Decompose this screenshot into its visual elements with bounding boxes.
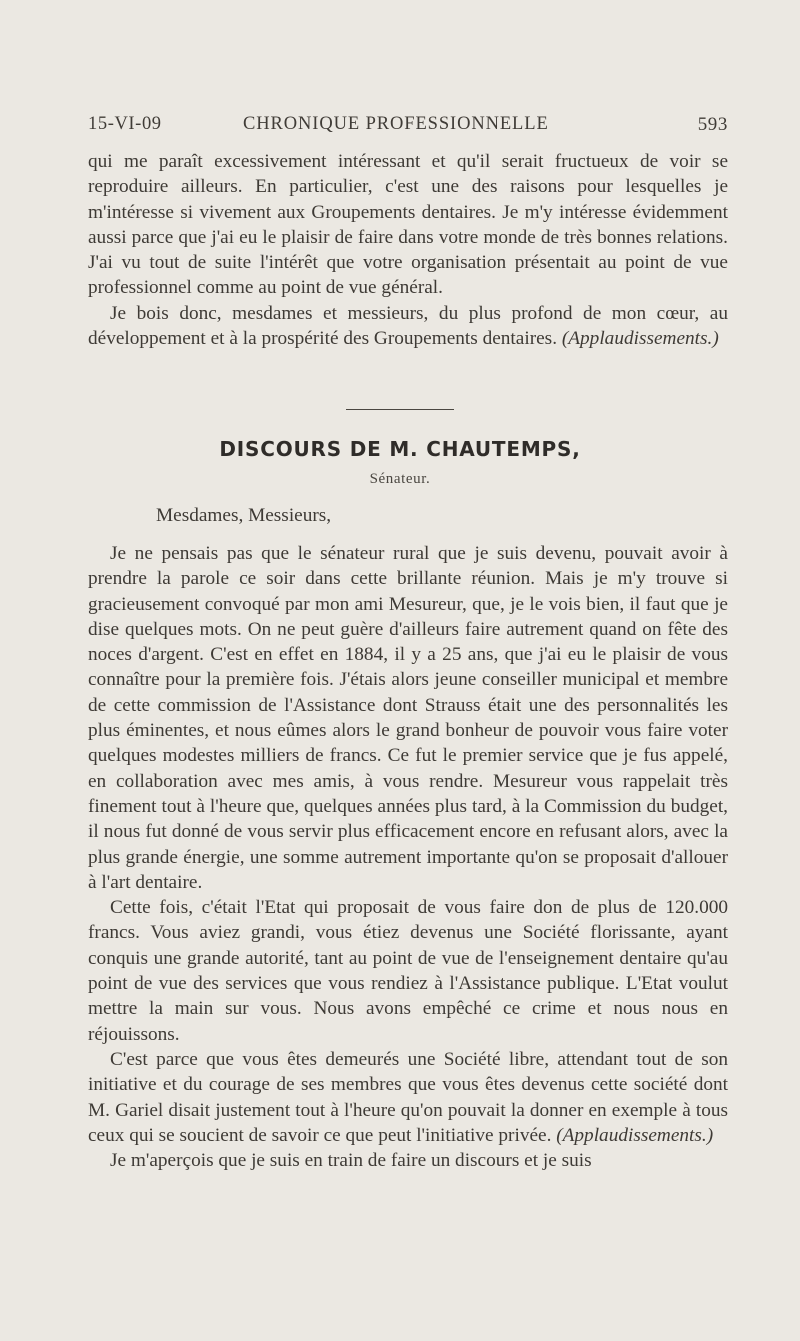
paragraph-text: C'est parce que vous êtes demeurés une Société libre, attendant tout de son initiative et du courage de ses membres que vous êtes devenus cette société dont M. Gariel disait justement tout à l'heure qu'on pouvait la donner en exemple à tous ceux qui se soucient de savoir ce que peut l'initiative privée. (88, 1048, 728, 1146)
salutation: Mesdames, Messieurs, (156, 505, 332, 526)
speech-heading: DISCOURS DE M. CHAUTEMPS, (219, 437, 581, 461)
paragraph-text: qui me paraît excessivement intéressant et qu'il serait fructueux de voir se reproduire ailleurs. En particulier, c'est une des raisons pour lesquelles je m'intéresse si vivement aux Groupements dentaires. Je m'y intéresse évidemment aussi parce que j'ai eu le plaisir de faire dans votre monde de très bonnes relations. J'ai vu tout de suite l'intérêt que votre organisation présentait au point de vue professionnel comme au point de vue général. (88, 151, 728, 299)
paragraph (88, 301, 728, 352)
paragraph (88, 895, 728, 1047)
speech-subheading: Sénateur. (369, 471, 431, 487)
applause-note: (Applaudissements.) (561, 328, 719, 350)
paragraph-text: Je ne pensais pas que le sénateur rural que je suis devenu, pouvait avoir à prendre la parole ce soir dans cette brillante réunion. Mais je m'y trouve si gracieusement convoqué par mon ami Mesureur, que, je le vois bien, il faut que je dise quelques mots. On ne peut guère d'ailleurs faire autrement quand on fête des noces d'argent. C'est en effet en 1884, il y a 25 ans, que j'ai eu le plaisir de vous connaître pour la première fois. J'étais alors jeune conseiller municipal et membre de cette commission de l'Assistance dont Strauss était une des personnalités les plus éminentes, et nous eûmes alors le grand bonheur de pouvoir vous faire voter quelques modestes milliers de francs. Ce fut le premier service que je fus appelé, en collaboration avec mes amis, à vous rendre. Mesureur vous rappelait très finement tout à l'heure que, quelques années plus tard, à la Commission du budget, il nous fut donné de vous servir plus efficacement encore en refusant alors, avec la plus grande énergie, une somme autrement importante qu'on se proposait d'allouer à l'art dentaire. (88, 543, 728, 893)
paragraph (88, 149, 728, 301)
applause-note: (Applaudissements.) (556, 1124, 714, 1146)
page-number: 593 (697, 114, 728, 135)
paragraph-text: Je m'aperçois que je suis en train de faire un discours et je suis (110, 1150, 592, 1172)
paragraph-text: Cette fois, c'était l'Etat qui proposait de vous faire don de plus de 120.000 francs. Vous aviez grandi, vous étiez devenus une Société florissante, ayant conquis une grande autorité, tant au point de vue de l'enseignement dentaire qu'au point de vue des services que vous rendiez à l'Assistance publique. L'Etat voulut mettre la main sur vous. Nous avons empêché ce crime et nous nous en réjouissons. (88, 897, 728, 1045)
paragraph (88, 541, 728, 895)
paragraph (88, 1047, 728, 1148)
header-title: CHRONIQUE PROFESSIONNELLE (243, 114, 549, 134)
paragraph-text: Je bois donc, mesdames et messieurs, du plus profond de mon cœur, au développement et à la prospérité des Groupements dentaires. (88, 302, 728, 350)
header-date: 15-VI-09 (88, 114, 162, 134)
section-divider (346, 409, 454, 410)
paragraph (88, 1148, 728, 1173)
section-previous-speech-end (88, 149, 728, 351)
running-header (88, 114, 728, 140)
speech-body (88, 541, 728, 1173)
